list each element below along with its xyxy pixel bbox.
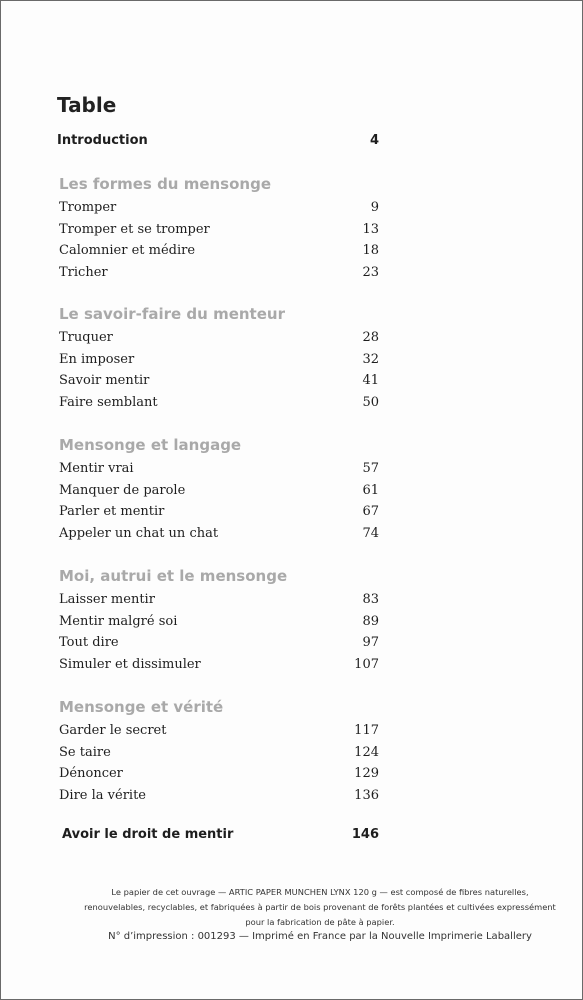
toc-entry-introduction	[57, 133, 379, 148]
toc-entry	[59, 349, 379, 371]
section-title: Les formes du mensonge	[59, 175, 272, 193]
toc-entry-label: Tout dire	[59, 635, 119, 651]
toc-entry	[59, 197, 379, 219]
toc-entry	[59, 720, 379, 742]
toc-entry-label: En imposer	[59, 351, 135, 367]
section-title: Mensonge et langage	[59, 436, 242, 454]
toc-entry-label: Dénoncer	[59, 766, 123, 782]
toc-entry-label: Mentir malgré soi	[59, 613, 178, 629]
toc-entry	[59, 480, 379, 502]
toc-entry-page: 74	[362, 526, 379, 542]
toc-entry-page: 28	[362, 330, 379, 345]
toc-entry	[59, 262, 379, 284]
toc-entry-page: 23	[362, 265, 379, 281]
toc-entry	[59, 458, 379, 480]
toc-entry	[59, 589, 379, 611]
toc-entry-label: Avoir le droit de mentir	[62, 827, 234, 842]
toc-entry-label: Tromper et se tromper	[59, 221, 210, 237]
toc-entry-page: 107	[354, 657, 379, 673]
toc-entry-label: Tromper	[59, 200, 117, 215]
section-title: Mensonge et vérité	[59, 698, 224, 716]
toc-entry-label: Manquer de parole	[59, 482, 186, 498]
toc-entry-label: Garder le secret	[59, 723, 167, 738]
toc-entry	[59, 240, 379, 262]
toc-section	[59, 303, 379, 414]
toc-entry-label: Mentir vrai	[59, 461, 134, 476]
toc-entry-label: Dire la vérite	[59, 788, 146, 804]
toc-entry-page: 124	[354, 744, 379, 760]
toc-entry-label: Laisser mentir	[59, 592, 155, 607]
colophon-line: pour la fabrication de pâte à papier.	[245, 917, 395, 927]
toc-entry	[59, 763, 379, 785]
toc-entry-page: 50	[362, 395, 379, 411]
section-title: Moi, autrui et le mensonge	[59, 567, 288, 585]
toc-entry-page: 18	[362, 243, 379, 259]
toc-entry-page: 57	[362, 461, 379, 476]
toc-entry-label: Simuler et dissimuler	[59, 657, 201, 673]
toc-entry	[59, 611, 379, 633]
toc-entry	[59, 742, 379, 764]
section-title: Le savoir-faire du menteur	[59, 305, 285, 323]
toc-entry-page: 61	[362, 482, 379, 498]
colophon-line: renouvelables, recyclables, et fabriquées à partir de bois provenant de forêts plantées et cultivées expressément	[84, 902, 556, 912]
toc-section	[59, 434, 379, 545]
toc-entry	[59, 219, 379, 241]
toc-entry-page: 136	[354, 788, 379, 804]
toc-entry-page: 129	[354, 766, 379, 782]
toc-entry-page: 41	[362, 373, 379, 389]
toc-entry-page: 117	[354, 723, 379, 738]
toc-entry-label: Appeler un chat un chat	[59, 526, 219, 542]
toc-entry	[59, 785, 379, 807]
toc-entry	[59, 370, 379, 392]
toc-entry-page: 97	[362, 635, 379, 651]
toc-entry-page: 67	[362, 504, 379, 520]
toc-entry	[59, 392, 379, 414]
toc-entry-label: Se taire	[59, 744, 111, 760]
toc-section	[59, 173, 379, 284]
toc-entry	[59, 327, 379, 349]
toc-entry-label: Parler et mentir	[59, 504, 165, 520]
toc-entry-label: Truquer	[59, 330, 113, 345]
toc-entry-label: Tricher	[59, 265, 108, 281]
toc-entry-page: 32	[362, 351, 379, 367]
toc-entry-label: Calomnier et médire	[59, 243, 196, 259]
toc-entry-final	[62, 827, 379, 842]
page-title: Table	[57, 93, 117, 117]
toc-entry-page: 146	[351, 827, 379, 842]
toc-entry	[59, 501, 379, 523]
toc-entry-page: 4	[369, 133, 379, 148]
toc-entry-page: 83	[362, 592, 379, 607]
toc-entry-label: Savoir mentir	[59, 373, 150, 389]
imprint-line: N° d’impression : 001293 — Imprimé en France par la Nouvelle Imprimerie Laballery	[108, 931, 532, 942]
toc-entry	[59, 654, 379, 676]
colophon-line: Le papier de cet ouvrage — ARTIC PAPER MUNCHEN LYNX 120 g — est composé de fibres naturelles,	[111, 887, 529, 897]
toc-entry-label: Faire semblant	[59, 395, 158, 411]
toc-entry-page: 89	[362, 613, 379, 629]
colophon	[57, 885, 583, 930]
toc-entry-page: 13	[362, 221, 379, 237]
toc-entry-page: 9	[370, 200, 379, 215]
toc-entry	[59, 632, 379, 654]
toc-section	[59, 696, 379, 807]
toc-section	[59, 565, 379, 676]
toc-entry-label: Introduction	[57, 133, 148, 148]
toc-entry	[59, 523, 379, 545]
